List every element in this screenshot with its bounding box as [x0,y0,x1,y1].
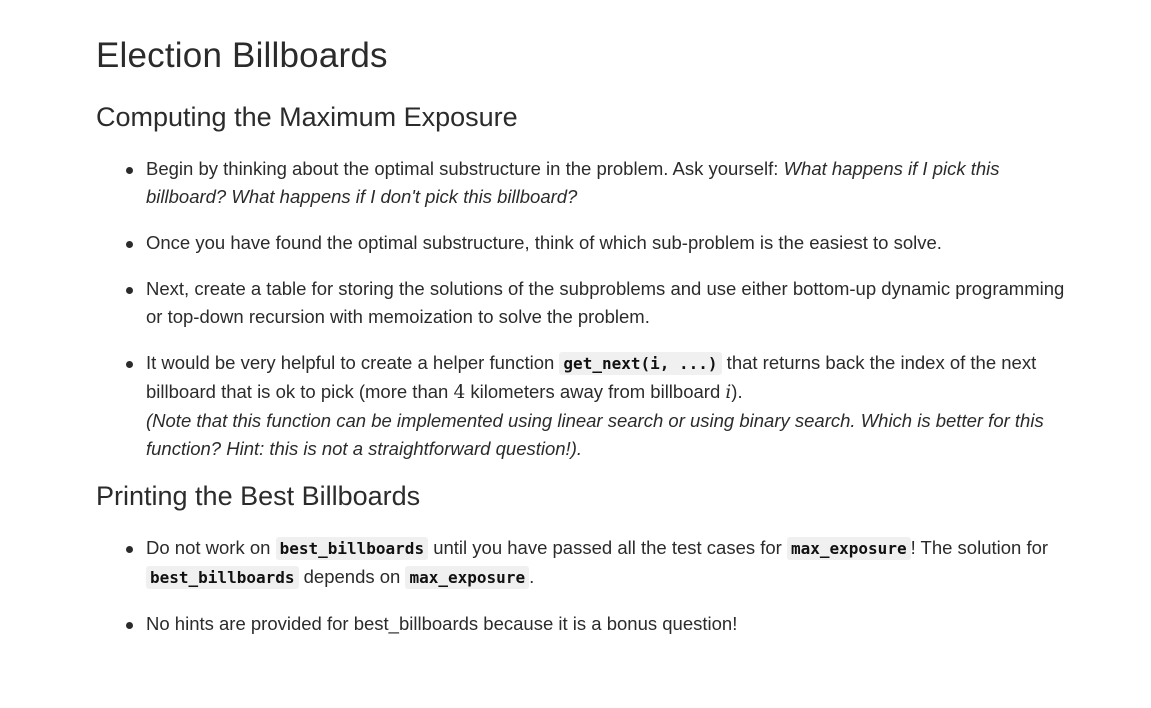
item-italic-question: What happens if I pick this billboard? What happens if I don't pick this billboard? [146,158,1000,207]
code-best-billboards: best_billboards [276,537,429,560]
code-max-exposure: max_exposure [787,537,911,560]
math-number: 4 [453,382,466,403]
item-text: ). [731,381,743,402]
section-heading-maximum-exposure: Computing the Maximum Exposure [96,102,518,132]
item-note: (Note that this function can be implemented using linear search or using binary search. Which is better for this function? Hint: this is not a straightforward question!). [146,410,1044,459]
item-text: Next, create a table for storing the solutions of the subproblems and use either bottom-up dynamic programming or top-down recursion with memoization to solve the problem. [146,278,1065,327]
code-get-next: get_next(i, ...) [559,352,721,375]
list-item [126,155,1076,211]
page-title: Election Billboards [96,36,388,75]
list-item [126,610,1076,638]
item-text: ! The solution for [910,537,1049,558]
hints-list-best-billboards [96,534,1086,638]
item-text: No hints are provided for best_billboards because it is a bonus question! [146,613,738,634]
list-item [126,229,1076,257]
item-text: until you have passed all the test cases for [428,537,787,558]
math-variable: i [725,382,732,403]
item-text: . [529,566,535,587]
item-text: Once you have found the optimal substructure, think of which sub-problem is the easiest to solve. [146,232,942,253]
item-text: depends on [298,566,406,587]
item-text: It would be very helpful to create a helper function [146,352,560,373]
item-text: kilometers away from billboard [465,381,726,402]
list-item [126,349,1076,463]
item-text: that returns back the index of the next billboard that is ok to pick (more than [146,352,1037,402]
code-best-billboards: best_billboards [146,566,299,589]
list-item [126,275,1076,331]
item-text: Do not work on [146,537,276,558]
list-item [126,534,1076,592]
section-heading-best-billboards: Printing the Best Billboards [96,481,421,511]
code-max-exposure: max_exposure [405,566,529,589]
item-text: Begin by thinking about the optimal substructure in the problem. Ask yourself: [146,158,784,179]
hints-list-maximum-exposure [96,155,1086,463]
